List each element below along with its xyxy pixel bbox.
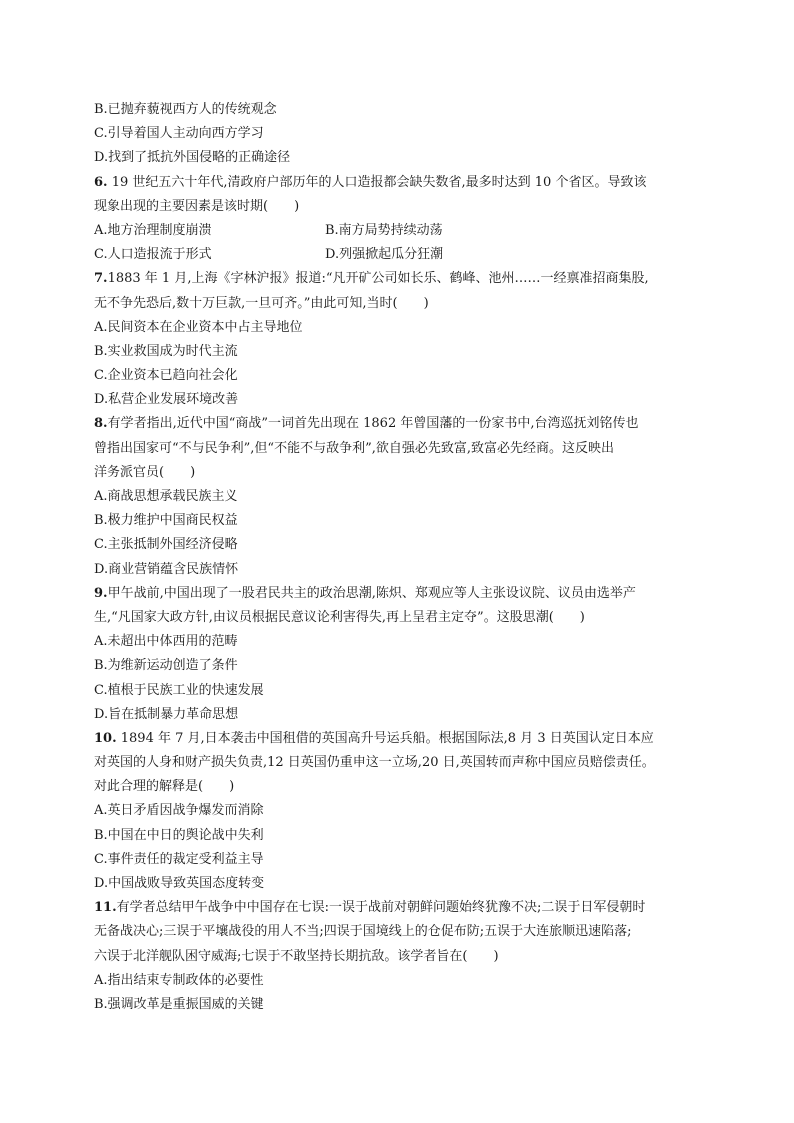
q8-stem-line2: 曾指出国家可“不与民争利”,但“不能不与敌争利”,欲自强必先致富,致富必先经商。这反映出 xyxy=(94,440,614,456)
q6-stem-line2: 现象出现的主要因素是该时期( ) xyxy=(94,198,300,214)
q9-number: 9. xyxy=(94,585,108,601)
q7-stem-line1 xyxy=(94,267,714,291)
q6-option-b: B.南方局势持续动荡 xyxy=(325,222,443,238)
q9-option-b: B.为维新运动创造了条件 xyxy=(94,658,238,674)
exam-page xyxy=(94,98,714,1017)
q6-stem-text1: 19 世纪五六十年代,清政府户部历年的人口造报都会缺失数省,最多时达到 10 个省区。导致该 xyxy=(111,174,647,190)
q5-option-b: B.已抛弃藐视西方人的传统观念 xyxy=(94,102,277,117)
q11-stem-line2: 无备战决心;三误于平壤战役的用人不当;四误于国境线上的仓促布防;五误于大连旅顺迅速陷落; xyxy=(94,924,632,940)
q7-option-d: D.私营企业发展环境改善 xyxy=(94,392,239,408)
q6-options-row1 xyxy=(94,219,714,243)
q11-stem-text1: 有学者总结甲午战争中中国存在七误:一误于战前对朝鲜问题始终犹豫不决;二误于日军侵朝时 xyxy=(116,900,646,916)
q10-option-b: B.中国在中日的舆论战中失利 xyxy=(94,827,264,843)
q5-option-d: D.找到了抵抗外国侵略的正确途径 xyxy=(94,150,291,166)
q7-option-c: C.企业资本已趋向社会化 xyxy=(94,368,238,384)
q10-option-a: A.英日矛盾因战争爆发而消除 xyxy=(94,803,264,819)
q8-stem-line1 xyxy=(94,412,714,436)
q10-option-d: D.中国战败导致英国态度转变 xyxy=(94,876,265,891)
q10-stem-line1 xyxy=(94,727,714,751)
q10-stem-text1: 1894 年 7 月,日本袭击中国租借的英国高升号运兵船。根据国际法,8 月 3 日英国认定日本应 xyxy=(120,730,654,746)
q9-option-a: A.未超出中体西用的范畴 xyxy=(94,634,238,650)
q10-stem-line2: 对英国的人身和财产损失负责,12 日英国仍重申这一立场,20 日,英国转而声称中国应员赔偿责任。 xyxy=(94,755,655,771)
q6-stem-line1 xyxy=(94,171,714,195)
q7-option-b: B.实业救国成为时代主流 xyxy=(94,343,238,359)
q11-stem-line1 xyxy=(94,896,714,920)
q8-stem-text1: 有学者指出,近代中国“商战”一词首先出现在 1862 年曾国藩的一份家书中,台湾巡抚刘铭传也 xyxy=(107,416,639,432)
q7-stem-text1: 1883 年 1 月,上海《字林沪报》报道:“凡开矿公司如长乐、鹤峰、池州……一经禀准招商集股, xyxy=(107,271,649,287)
q6-option-d: D.列强掀起瓜分狂潮 xyxy=(325,247,444,263)
q11-number: 11. xyxy=(94,900,117,916)
q8-option-b: B.极力维护中国商民权益 xyxy=(94,513,238,529)
q10-number: 10. xyxy=(94,730,117,746)
q11-option-a: A.指出结束专制政体的必要性 xyxy=(94,972,264,988)
q10-option-c: C.事件责任的裁定受利益主导 xyxy=(94,851,264,867)
q5-option-c: C.引导着国人主动向西方学习 xyxy=(94,126,264,142)
q7-stem-line2: 无不争先恐后,数十万巨款,一旦可齐。”由此可知,当时( ) xyxy=(94,295,429,311)
q6-option-a: A.地方治理制度崩溃 xyxy=(94,222,212,238)
q8-option-c: C.主张抵制外国经济侵略 xyxy=(94,537,238,553)
q8-option-a: A.商战思想承载民族主义 xyxy=(94,489,238,504)
q9-option-c: C.植根于民族工业的快速发展 xyxy=(94,682,264,698)
q6-option-c: C.人口造报流于形式 xyxy=(94,247,212,263)
q8-option-d: D.商业营销蕴含民族情怀 xyxy=(94,561,239,577)
q9-stem-line1 xyxy=(94,582,714,606)
q8-stem-line3: 洋务派官员( ) xyxy=(94,464,196,480)
q11-option-b: B.强调改革是重振国威的关键 xyxy=(94,996,264,1012)
q7-option-a: A.民间资本在企业资本中占主导地位 xyxy=(94,319,303,335)
q9-stem-line2: 生,“凡国家大政方针,由议员根据民意议论利害得失,再上呈君主定夺”。这股思潮( ) xyxy=(94,609,585,625)
q6-options-row2 xyxy=(94,243,714,267)
q8-number: 8. xyxy=(94,416,108,432)
q6-number: 6. xyxy=(94,174,108,190)
q9-stem-text1: 甲午战前,中国出现了一股君民共主的政治思潮,陈炽、郑观应等人主张设议院、议员由选举产 xyxy=(107,585,636,601)
q10-stem-line3: 对此合理的解释是( ) xyxy=(94,779,235,795)
q7-number: 7. xyxy=(94,271,108,287)
q9-option-d: D.旨在抵制暴力革命思想 xyxy=(94,706,239,722)
q11-stem-line3: 六误于北洋舰队困守威海;七误于不敢坚持长期抗敌。该学者旨在( ) xyxy=(94,948,499,964)
